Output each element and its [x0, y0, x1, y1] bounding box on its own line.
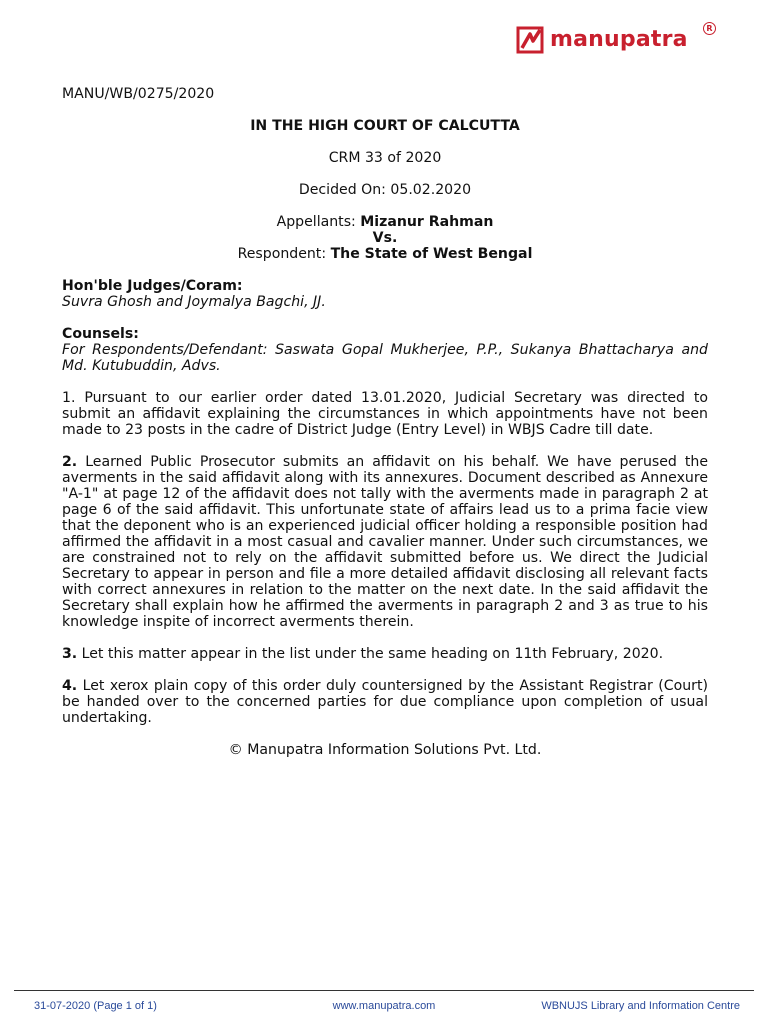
- judges-names: Suvra Ghosh and Joymalya Bagchi, JJ.: [62, 294, 326, 310]
- case-number: CRM 33 of 2020: [328, 150, 442, 166]
- appellants-name: Mizanur Rahman: [360, 214, 494, 230]
- footer-library: WBNUJS Library and Information Centre: [541, 1000, 740, 1012]
- decided-on: Decided On: 05.02.2020: [298, 182, 472, 198]
- judgment-document: [62, 86, 708, 758]
- manupatra-logo-icon: [516, 25, 546, 55]
- versus: Vs.: [372, 230, 398, 246]
- paragraph-number: 1.: [62, 390, 76, 406]
- paragraph-3: [62, 646, 708, 662]
- counsels-heading: Counsels:: [62, 326, 139, 342]
- counsels-text: For Respondents/Defendant: Saswata Gopal Mukherjee, P.P., Sukanya Bhattacharya and Md. Kutubuddin, Advs.: [62, 342, 708, 374]
- paragraph-number: 4.: [62, 678, 78, 694]
- manupatra-logo: [516, 24, 712, 56]
- paragraph-text: Let xerox plain copy of this order duly countersigned by the Assistant Registrar (Court) be handed over to the concerned parties for due compliance upon completion of usual undertaking.: [62, 678, 708, 726]
- logo-brand-text: manupatra: [550, 27, 688, 52]
- respondent-line: [62, 246, 708, 262]
- respondent-label: Respondent:: [237, 246, 331, 262]
- counsels-section: [62, 326, 708, 374]
- parties-block: [62, 214, 708, 262]
- paragraph-2: [62, 454, 708, 630]
- judges-heading: Hon'ble Judges/Coram:: [62, 278, 243, 294]
- footer-website-link[interactable]: www.manupatra.com: [332, 1000, 436, 1012]
- footer-divider: [14, 990, 754, 991]
- paragraph-text: Learned Public Prosecutor submits an affidavit on his behalf. We have perused the averments in the said affidavit along with its annexures. Document described as Annexure "A-1" at page 12 of the affidavit does not tally with the averments made in paragraph 2 at page 6 of the said affidavit. This unfortunate state of affairs lead us to a prima facie view that the deponent who is an experienced judicial officer holding a responsible position had affirmed the affidavit in a most casual and cavalier manner. Under such circumstances, we are constrained not to rely on the affidavit submitted before us. We direct the Judicial Secretary to appear in person and file a more detailed affidavit disclosing all relevant facts with correct annexures in relation to the matter on the next date. In the said affidavit the Secretary shall explain how he affirmed the averments in paragraph 2 and 3 as true to his knowledge inspite of incorrect averments therein.: [62, 454, 708, 630]
- court-name: IN THE HIGH COURT OF CALCUTTA: [250, 118, 520, 134]
- paragraph-number: 3.: [62, 646, 78, 662]
- appellants-line: [62, 214, 708, 230]
- copyright-notice: © Manupatra Information Solutions Pvt. Ltd.: [228, 742, 542, 758]
- appellants-label: Appellants:: [276, 214, 361, 230]
- paragraph-text: Let this matter appear in the list under the same heading on 11th February, 2020.: [81, 646, 664, 662]
- judges-section: [62, 278, 708, 310]
- paragraph-4: [62, 678, 708, 726]
- respondent-name: The State of West Bengal: [330, 246, 533, 262]
- citation: MANU/WB/0275/2020: [62, 86, 215, 102]
- registered-mark-icon: R: [703, 22, 716, 35]
- paragraph-text: Pursuant to our earlier order dated 13.01.2020, Judicial Secretary was directed to submit an affidavit explaining the circumstances in which appointments have not been made to 23 posts in the cadre of District Judge (Entry Level) in WBJS Cadre till date.: [62, 390, 708, 438]
- footer-date-page: 31-07-2020 (Page 1 of 1): [34, 1000, 157, 1012]
- paragraph-number: 2.: [62, 454, 78, 470]
- paragraph-1: [62, 390, 708, 438]
